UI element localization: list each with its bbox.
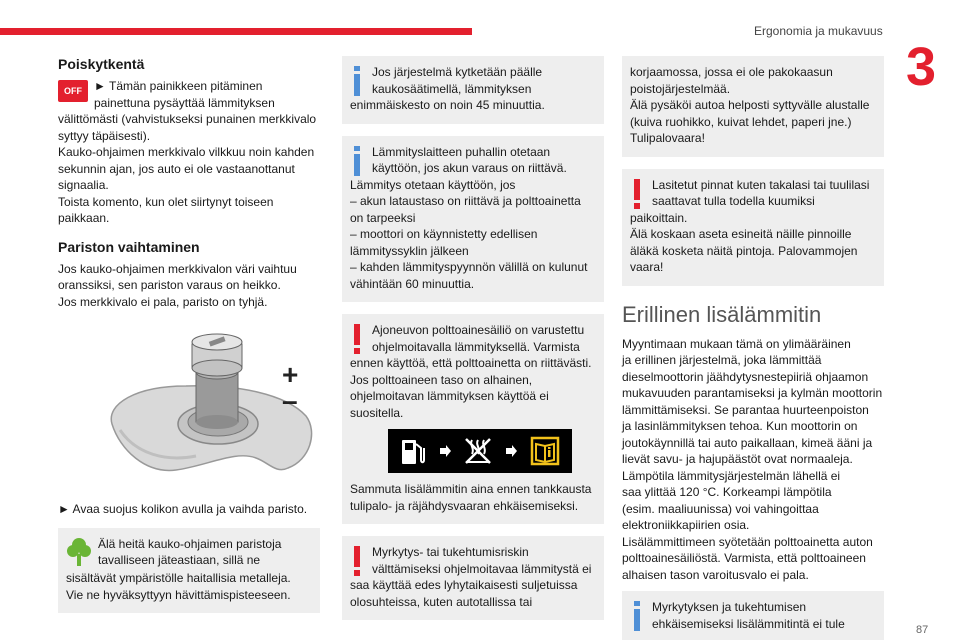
info-note-fan [342, 136, 604, 303]
info1-first-text: Jos järjestelmä kytketään päälle kaukosäätimellä, lämmityksen [372, 65, 543, 96]
off-instruction [58, 78, 320, 111]
off-heading: Poiskytkentä [58, 56, 145, 72]
arrow-right-icon [505, 445, 517, 457]
warn2-first-text: Myrkytys- tai tukehtumisriskin välttämiseksi ohjelmoitavaa lämmitystä ei [372, 545, 592, 576]
battery-text: Jos kauko-ohjaimen merkkivalon väri vaihtuu oranssiksi, sen pariston varaus on heikko. Jos merkkivalo ei pala, paristo on tyhjä. [58, 261, 297, 309]
manual-book-icon [530, 436, 560, 466]
eco-tree-icon [66, 536, 92, 571]
fuel-warning-symbols [388, 429, 572, 473]
info-icon [630, 601, 646, 631]
info2-rest-text: Lämmitys otetaan käyttöön, jos – akun lataustaso on riittävä ja polttoainetta on tarpeeksi – moottori on käynnistetty edellisen lämmityssyklin jälkeen – kahden lämmityspyynnön välillä on kulunut vähintään 60 minuuttia. [350, 177, 588, 291]
warning-icon [630, 179, 646, 209]
warning-note-fuel [342, 314, 604, 524]
minus-label: – [282, 385, 298, 416]
fuel-pump-icon [400, 436, 426, 466]
warning-note-poisoning [342, 536, 604, 620]
no-heating-icon [463, 436, 493, 466]
warn3-rest-text: paikoittain. Älä koskaan aseta esineitä näille pinnoille äläkä kosketa näitä pintoja. Palovammojen vaara! [630, 210, 858, 274]
arrow-right-icon [439, 445, 451, 457]
info3-first-text: Myrkytyksen ja tukehtumisen ehkäisemiseksi lisälämmitintä ei tule [652, 600, 845, 631]
warning-icon [350, 546, 366, 576]
column-middle [342, 56, 604, 632]
warn2-rest-text: saa käyttää edes lyhytaikaisesti suljetuissa olosuhteissa, kuten autotallissa tai [350, 578, 578, 609]
warn3-first-text: Lasitetut pinnat kuten takalasi tai tuulilasi saattavat tulla todella kuumiksi [652, 177, 870, 208]
eco-first-text: Älä heitä kauko-ohjaimen paristoja tavalliseen jäteastiaan, sillä ne [98, 536, 282, 567]
remote-fob-illustration [106, 324, 320, 486]
info-icon [350, 146, 366, 176]
off-rest-text: välittömästi (vahvistukseksi punainen merkkivalo syttyy täpäisesti). Kauko-ohjaimen merkkivalo vilkkuu noin kahden sekunnin ajan, jos auto ei ole vastaanottanut signaalia. Toista komento, kun olet siirtynyt toiseen paikkaan. [58, 112, 317, 225]
header-red-bar [0, 28, 472, 35]
eco-note [58, 528, 320, 614]
column-left [58, 56, 320, 625]
off-first-text: ► Tämän painikkeen pitäminen painettuna pysäyttää lämmityksen [94, 79, 275, 110]
page-number: 87 [916, 624, 929, 636]
info1-rest-text: enimmäiskesto on noin 45 minuuttia. [350, 98, 545, 112]
warn1-rest-text: ennen käyttöä, että polttoainetta on riittävästi. Jos polttoaineen taso on alhainen, ohjelmoitavan lämmityksen käyttöä ei suositella. [350, 356, 592, 420]
plus-label: + [282, 359, 299, 390]
warning-icon [350, 324, 366, 354]
battery-heading: Pariston vaihtaminen [58, 238, 200, 255]
info-icon [350, 66, 366, 96]
warn1-after-text: Sammuta lisälämmitin aina ennen tankkausta tulipalo- ja räjähdysvaaran ehkäisemiseksi. [350, 482, 592, 513]
remote-battery-figure [106, 324, 320, 491]
info-note-heater [622, 591, 884, 640]
chapter-number: 3 [906, 37, 937, 97]
off-button-icon: OFF [58, 80, 88, 102]
heater-heading: Erillinen lisälämmitin [622, 301, 822, 327]
warning-note-glass [622, 169, 884, 286]
section-title: Ergonomia ja mukavuus [754, 24, 883, 38]
continued-text: korjaamossa, jossa ei ole pakokaasun poistojärjestelmää. Älä pysäköi autoa helposti syttyvälle alustalle (kuiva ruohikko, kuivat lehdet, paperi jne.) Tulipalovaara! [630, 65, 870, 145]
warn1-first-text: Ajoneuvon polttoainesäiliö on varustettu ohjelmoitavalla lämmityksellä. Varmista [372, 323, 585, 354]
eco-rest-text: sisältävät ympäristölle haitallisia metalleja. Vie ne hyväksyttyyn hävittämispisteeseen. [66, 571, 291, 602]
info-note-duration [342, 56, 604, 124]
column-right [622, 56, 884, 640]
heater-text: Myyntimaan mukaan tämä on ylimääräinen ja erillinen järjestelmä, joka lämmittää dieselmoottorin jäähdytysnestepiiriä ohjaamon mukavuuden parantamiseksi ja kylmän moottorin lämmittämiseksi. Se parantaa huurteenpoiston ja lasinlämmityksen tehoa. Kun moottorin on joutokäynnillä tai auto paikallaan, kimeä ääni ja lievät savu- ja hajupäästöt ovat normaaleja. Lämpötila lämmitysjärjestelmän lähellä ei saa ylittää 120 °C. Korkeampi lämpötila (esim. maaliuunissa) voi vahingoittaa elektroniikkapiirien osia. Lisälämmittimeen syötetään polttoainetta auton polttoainesäiliöstä. Varmista, että polttoaineen alhaisen tason varoitusvalo ei pala. [622, 336, 883, 582]
battery-step-text: ► Avaa suojus kolikon avulla ja vaihda paristo. [58, 502, 308, 516]
warning-note-continued [622, 56, 884, 157]
info2-first-text: Lämmityslaitteen puhallin otetaan käyttöön, jos akun varaus on riittävä. [372, 144, 567, 175]
